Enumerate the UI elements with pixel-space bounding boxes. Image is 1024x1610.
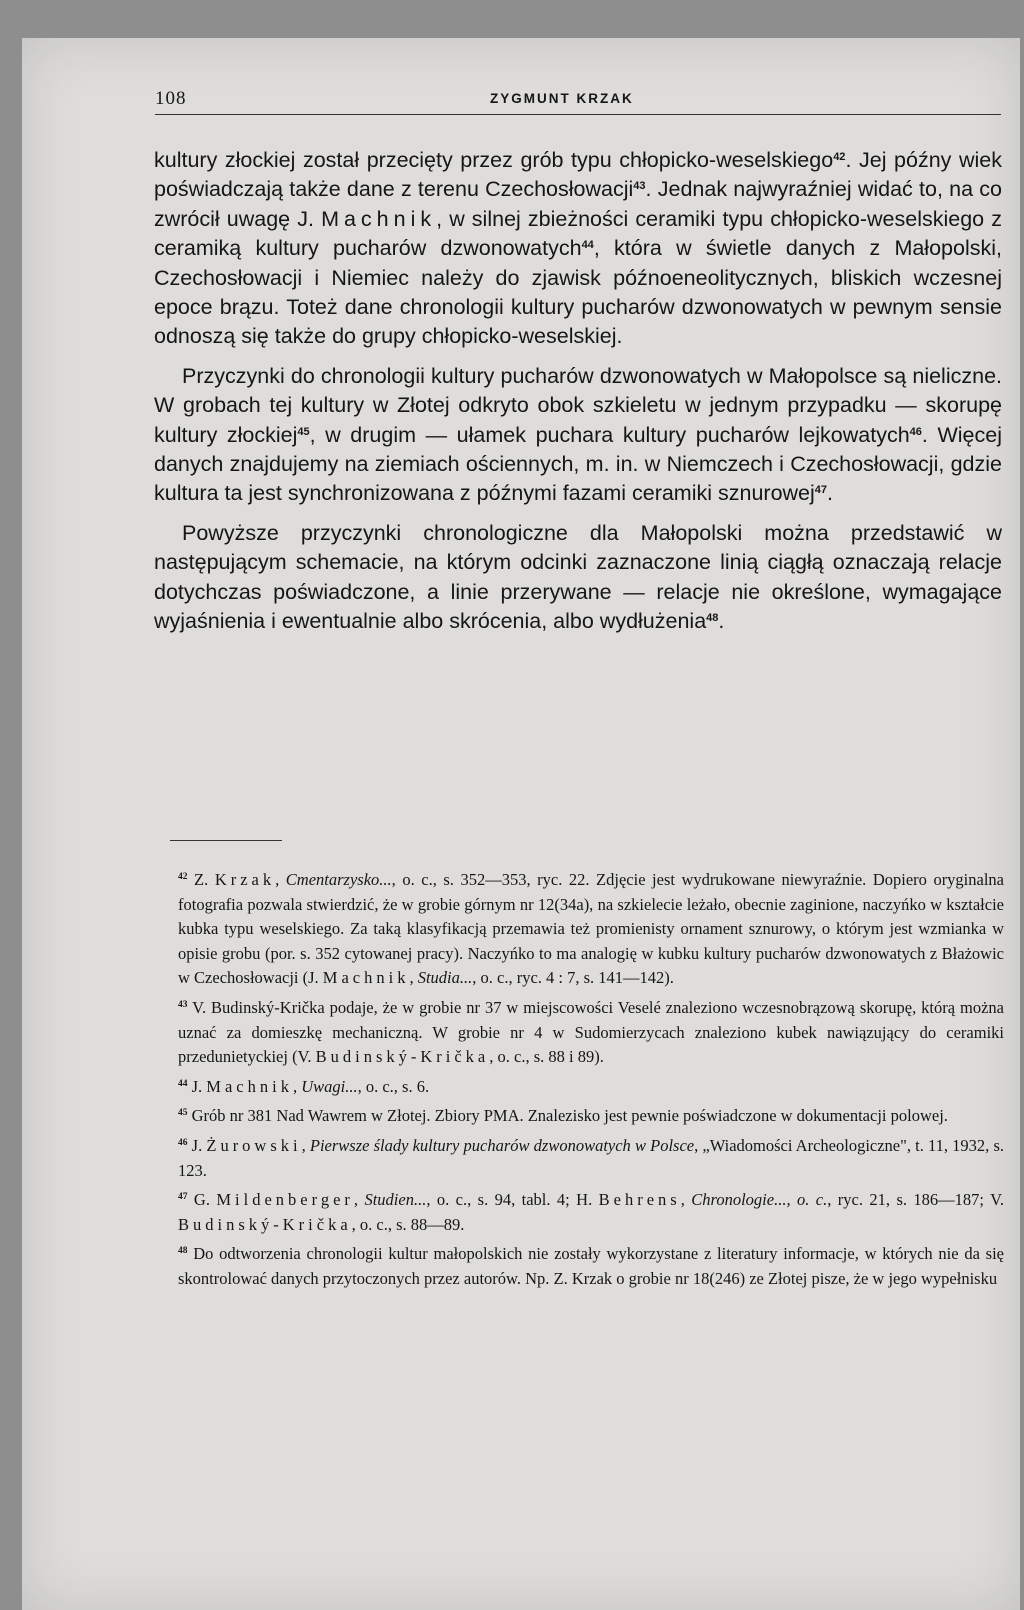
footnote-divider <box>170 840 282 841</box>
page-header <box>155 88 1001 115</box>
footnote-ref-43: 43 <box>633 180 646 193</box>
author-name: Mildenberger <box>216 1190 354 1210</box>
footnote-number: 45 <box>178 1108 188 1119</box>
text-run: Z. <box>194 870 209 889</box>
text-run: V. Budinský-Krička podaje, że w grobie nr 37 w miejscowości Veselé znaleziono wczesnobrązową skorupę, którą można uznać za domieszkę mechaniczną. W grobie nr 4 w Sudomierzycach znaleziono kubek nawiązujący do ceramiki przedunietyckiej (V. <box>178 997 1004 1067</box>
text-run: , o. c., s. 94, tabl. 4; H. <box>426 1190 593 1210</box>
footnote-number: 42 <box>178 872 188 882</box>
text-run: , o. c., ryc. 4 : 7, s. 141—142). <box>472 968 674 988</box>
footnote-ref-42: 42 <box>833 151 846 163</box>
page-number: 108 <box>155 88 187 109</box>
text-run: . <box>827 481 834 506</box>
text-run: , w drugim — ułamek puchara kultury pucharów lejkowatych <box>309 422 910 447</box>
footnote-number: 44 <box>178 1078 188 1089</box>
text-run: , o. c., s. 6. <box>357 1076 430 1096</box>
running-head: ZYGMUNT KRZAK <box>490 91 634 106</box>
text-run: kultury złockiej został przecięty przez grób typu chłopicko-weselskiego <box>154 148 834 172</box>
text-run: J. <box>191 1135 203 1155</box>
footnote-ref-46: 46 <box>909 425 922 438</box>
author-name: Budinský-Krička <box>178 1214 352 1234</box>
author-name: Machnik <box>322 968 410 988</box>
footnote-42 <box>178 868 1004 991</box>
text-run: J. <box>191 1076 203 1096</box>
paragraph-2 <box>154 362 1002 509</box>
footnote-44 <box>178 1075 1004 1100</box>
footnote-48 <box>178 1242 1004 1291</box>
text-run: , ryc. 21, s. 186—187; V. <box>827 1190 1005 1210</box>
text-run: , <box>301 1135 310 1155</box>
footnote-ref-47: 47 <box>814 484 828 497</box>
footnote-ref-44: 44 <box>581 239 594 252</box>
author-name: Żurowski <box>206 1135 302 1155</box>
text-run: , <box>353 1190 365 1210</box>
text-run: Do odtworzenia chronologii kultur małopolskich nie zostały wykorzystane z literatury informacje, w których nie da się skontrolować danych przytoczonych przez autorów. Np. Z. Krzak o grobie nr 18(246) ze Złotej pisze, że w jego wypełnisku <box>178 1244 1005 1288</box>
footnote-number: 47 <box>178 1192 188 1203</box>
paragraph-3 <box>154 519 1002 637</box>
footnote-ref-48: 48 <box>706 612 719 625</box>
author-name: Behrens <box>598 1190 681 1210</box>
text-run: Grób nr 381 Nad Wawrem w Złotej. Zbiory PMA. Znalezisko jest pewnie poświadczone w dokumentacji polowej. <box>191 1106 948 1126</box>
footnote-number: 48 <box>178 1246 188 1257</box>
paragraph-1 <box>154 146 1002 352</box>
author-name: Machnik <box>206 1076 293 1096</box>
text-run: , o. c., s. 88 i 89). <box>489 1047 604 1067</box>
text-run: , <box>275 870 286 889</box>
text-run: , o. c., s. 352—353, ryc. 22. Zdjęcie jest wydrukowane niewyraźnie. Dopiero oryginalna fotografia pozwala stwierdzić, że w grobie górnym nr 12(34a), na szkielecie leżało, obecnie zaginione, naczyńko w kształcie kubka typu weselskiego. Za taką klasyfikacją przemawia też promienisty ornament sznurowy, o którym jest wzmianka w opisie grobu (por. s. 352 cytowanej pracy). Naczyńko to ma analogię w kubku kultury pucharów dzwonowatych z Błażowic w Czechosłowacji (J. <box>178 870 1005 988</box>
text-run: Przyczynki do chronologii kultury pucharów dzwonowatych w Małopolsce są nieliczne. W grobach tej kultury w Złotej odkryto obok szkieletu w jednym przypadku — skorupę kultury złockiej <box>154 363 1002 447</box>
footnotes <box>178 868 1004 1297</box>
work-title: Pierwsze ślady kultury pucharów dzwonowatych w Polsce <box>309 1135 695 1155</box>
author-name: Krzak <box>214 870 276 889</box>
footnote-43 <box>178 996 1004 1070</box>
footnote-46 <box>178 1134 1004 1183</box>
footnote-45 <box>178 1104 1004 1129</box>
work-title: Studien... <box>364 1190 427 1210</box>
text-run: , o. c., s. 88—89. <box>351 1214 465 1234</box>
work-title: Cmentarzysko... <box>285 870 392 889</box>
text-run: . Więcej danych znajdujemy na ziemiach ościennych, m. in. w Niemczech i Czechosłowacji, gdzie kultura ta jest synchronizowana z późnymi fazami ceramiki sznurowej <box>154 422 1002 506</box>
text-run: , która w świetle danych z Małopolski, Czechosłowacji i Niemiec należy do zjawisk późnoeneolitycznych, bliskich wczesnej epoce brązu. Toteż dane chronologii kultury pucharów dzwonowatych w pewnym sensie odnoszą się także do grupy chłopicko-weselskiej. <box>154 236 1002 349</box>
main-text <box>154 146 1002 647</box>
footnote-number: 43 <box>178 999 188 1010</box>
work-title: Studia... <box>417 968 473 988</box>
text-run: , w silnej zbieżności ceramiki typu chłopicko-weselskiego z ceramiką kultury pucharów dzwonowatych <box>154 206 1002 261</box>
footnote-ref-45: 45 <box>297 425 310 438</box>
author-name: Budinský-Krička <box>315 1047 490 1067</box>
work-title: Chronologie..., o. c. <box>691 1190 828 1210</box>
text-run: . <box>718 609 725 634</box>
text-run: . Jednak najwyraźniej widać to, na co zwrócił uwagę J. <box>154 177 1002 231</box>
footnote-47 <box>178 1188 1004 1237</box>
text-run: , <box>409 968 418 988</box>
author-name: Machnik <box>321 206 437 231</box>
text-run: G. <box>193 1190 210 1210</box>
text-run: , <box>292 1076 302 1096</box>
text-run: . Jej późny wiek poświadczają także dane z terenu Czechosłowacji <box>154 148 1002 202</box>
text-run: , <box>680 1190 692 1210</box>
text-run: Powyższe przyczynki chronologiczne dla Małopolski można przedstawić w następującym schemacie, na którym odcinki zaznaczone linią ciągłą oznaczają relacje dotychczas poświadczone, a linie przerywane — relacje nie określone, wymagające wyjaśnienia i ewentualnie albo skrócenia, albo wydłużenia <box>154 520 1002 634</box>
footnote-number: 46 <box>178 1137 188 1148</box>
text-run: , „Wiadomości Archeologiczne", t. 11, 1932, s. 123. <box>178 1135 1004 1180</box>
work-title: Uwagi... <box>301 1076 358 1096</box>
